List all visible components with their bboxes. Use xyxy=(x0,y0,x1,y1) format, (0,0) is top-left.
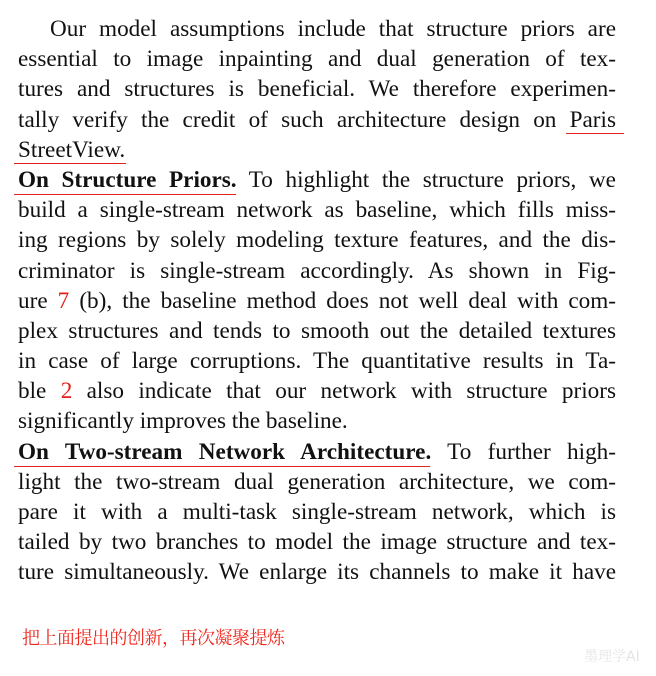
annotation-note: 把上面提出的创新，再次凝聚提炼 xyxy=(22,628,285,649)
text-line xyxy=(18,165,616,195)
text-line-content: also indicate that our network with structure priors xyxy=(86,378,616,405)
text-line xyxy=(18,135,616,165)
table-ref-link[interactable]: 2 xyxy=(60,378,73,405)
text-line-content: tally verify the credit of such architecture design on Paris xyxy=(18,106,616,133)
watermark: 墨理学AI xyxy=(584,649,640,665)
text-line: ture simultaneously. We enlarge its channels to make it have xyxy=(18,559,616,586)
text-line-content: To highlight the structure priors, we xyxy=(248,166,616,193)
text-line: plex structures and tends to smooth out the detailed textures xyxy=(18,317,616,344)
figure-ref-link[interactable]: 7 xyxy=(57,287,70,314)
section-heading: On Two-stream Network Architecture. xyxy=(18,438,432,465)
text-line: significantly improves the baseline. xyxy=(18,408,348,435)
text-line: light the two-stream dual generation architecture, we com- xyxy=(18,468,616,495)
text-line: Our model assumptions include that structure priors are xyxy=(50,16,616,42)
text-line xyxy=(18,437,616,467)
text-line: pare it with a multi-task single-stream network, which is xyxy=(18,499,616,525)
text-line-content: ure xyxy=(18,287,48,314)
text-line: build a single-stream network as baseline, which fills miss- xyxy=(18,197,616,224)
text-line: criminator is single-stream accordingly. As shown in Fig- xyxy=(18,257,616,284)
text-line: ing regions by solely modeling texture features, and the dis- xyxy=(18,227,616,254)
text-line-content: To further high- xyxy=(447,438,616,465)
text-line-content: (b), the baseline method does not well deal with com- xyxy=(79,287,617,314)
text-line-content: StreetView. xyxy=(18,136,126,163)
paper-text xyxy=(18,14,616,588)
text-line: essential to image inpainting and dual generation of tex- xyxy=(18,46,616,73)
text-line-content: ble xyxy=(18,378,47,405)
section-heading: On Structure Priors. xyxy=(18,166,237,193)
text-line xyxy=(18,105,616,135)
text-line: tailed by two branches to model the image structure and tex- xyxy=(18,529,616,556)
text-line xyxy=(18,286,616,316)
text-line: in case of large corruptions. The quantitative results in Ta- xyxy=(18,348,616,375)
text-line: tures and structures is beneficial. We therefore experimen- xyxy=(18,76,616,103)
text-line xyxy=(18,376,616,406)
